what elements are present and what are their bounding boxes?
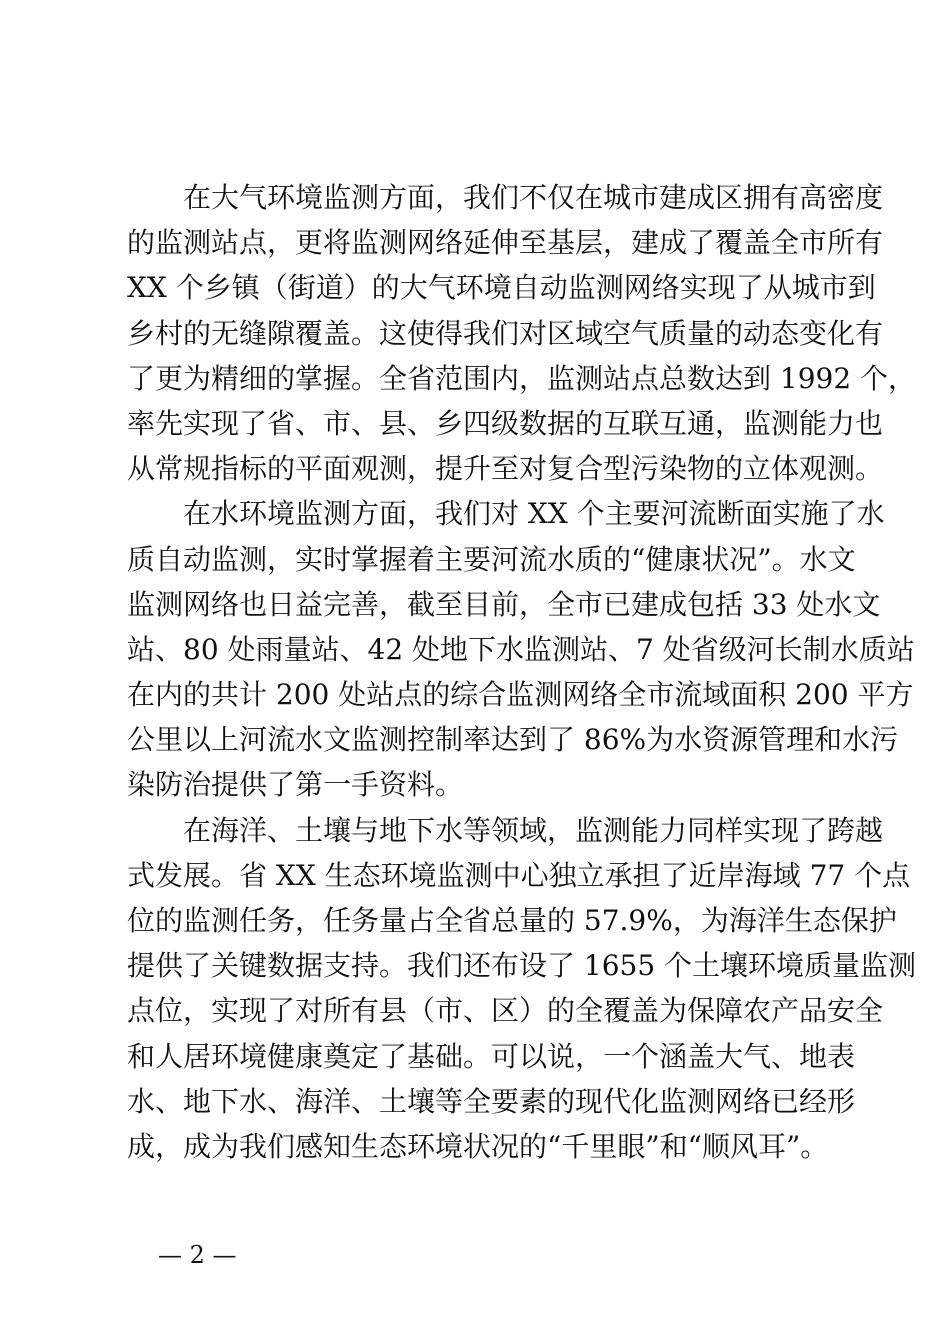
text-line: 和人居环境健康奠定了基础。可以说，一个涵盖大气、地表	[127, 1039, 856, 1073]
text-line: 质自动监测，实时掌握着主要河流水质的“健康状况”。水文	[127, 542, 856, 576]
text-line: 在内的共计 200 处站点的综合监测网络全市流域面积 200 平方	[127, 678, 914, 712]
text-line: 在海洋、土壤与地下水等领域，监测能力同样实现了跨越	[183, 813, 884, 847]
text-line: 式发展。省 XX 生态环境监测中心独立承担了近岸海域 77 个点	[127, 858, 911, 892]
text-line: 在水环境监测方面，我们对 XX 个主要河流断面实施了水	[183, 497, 885, 531]
paragraph-water-monitoring	[127, 491, 915, 807]
text-line: 染防治提供了第一手资料。	[127, 768, 464, 802]
body-text	[127, 175, 917, 1169]
text-line: 在大气环境监测方面，我们不仅在城市建成区拥有高密度	[183, 181, 884, 214]
paragraph-air-monitoring	[127, 175, 917, 491]
text-line: 乡村的无缝隙覆盖。这使得我们对区域空气质量的动态变化有	[127, 316, 884, 350]
text-line: 监测网络也日益完善，截至目前，全市已建成包括 33 处水文	[127, 587, 881, 621]
text-line: 率先实现了省、市、县、乡四级数据的互联互通，监测能力也	[127, 406, 884, 440]
text-line: 了更为精细的掌握。全省范围内，监测站点总数达到 1992 个，	[127, 361, 917, 395]
text-line: XX 个乡镇（街道）的大气环境自动监测网络实现了从城市到	[127, 271, 876, 305]
paragraph-ocean-soil-monitoring	[127, 808, 917, 1170]
text-line: 位的监测任务，任务量占全省总量的 57.9%，为海洋生态保护	[127, 904, 897, 937]
text-line: 点位，实现了对所有县（市、区）的全覆盖为保障农产品安全	[127, 994, 884, 1028]
text-line: 公里以上河流水文监测控制率达到了 86%为水资源管理和水污	[127, 723, 899, 757]
text-line: 提供了关键数据支持。我们还布设了 1655 个土壤环境质量监测	[127, 949, 917, 983]
page-number: — 2 —	[158, 1241, 237, 1269]
text-line: 成，成为我们感知生态环境状况的“千里眼”和“顺风耳”。	[127, 1129, 829, 1163]
text-line: 的监测站点，更将监测网络延伸至基层，建成了覆盖全市所有	[127, 226, 884, 260]
text-line: 从常规指标的平面观测，提升至对复合型污染物的立体观测。	[127, 452, 884, 486]
text-line: 水、地下水、海洋、土壤等全要素的现代化监测网络已经形	[127, 1084, 856, 1118]
text-line: 站、80 处雨量站、42 处地下水监测站、7 处省级河长制水质站	[127, 632, 915, 666]
